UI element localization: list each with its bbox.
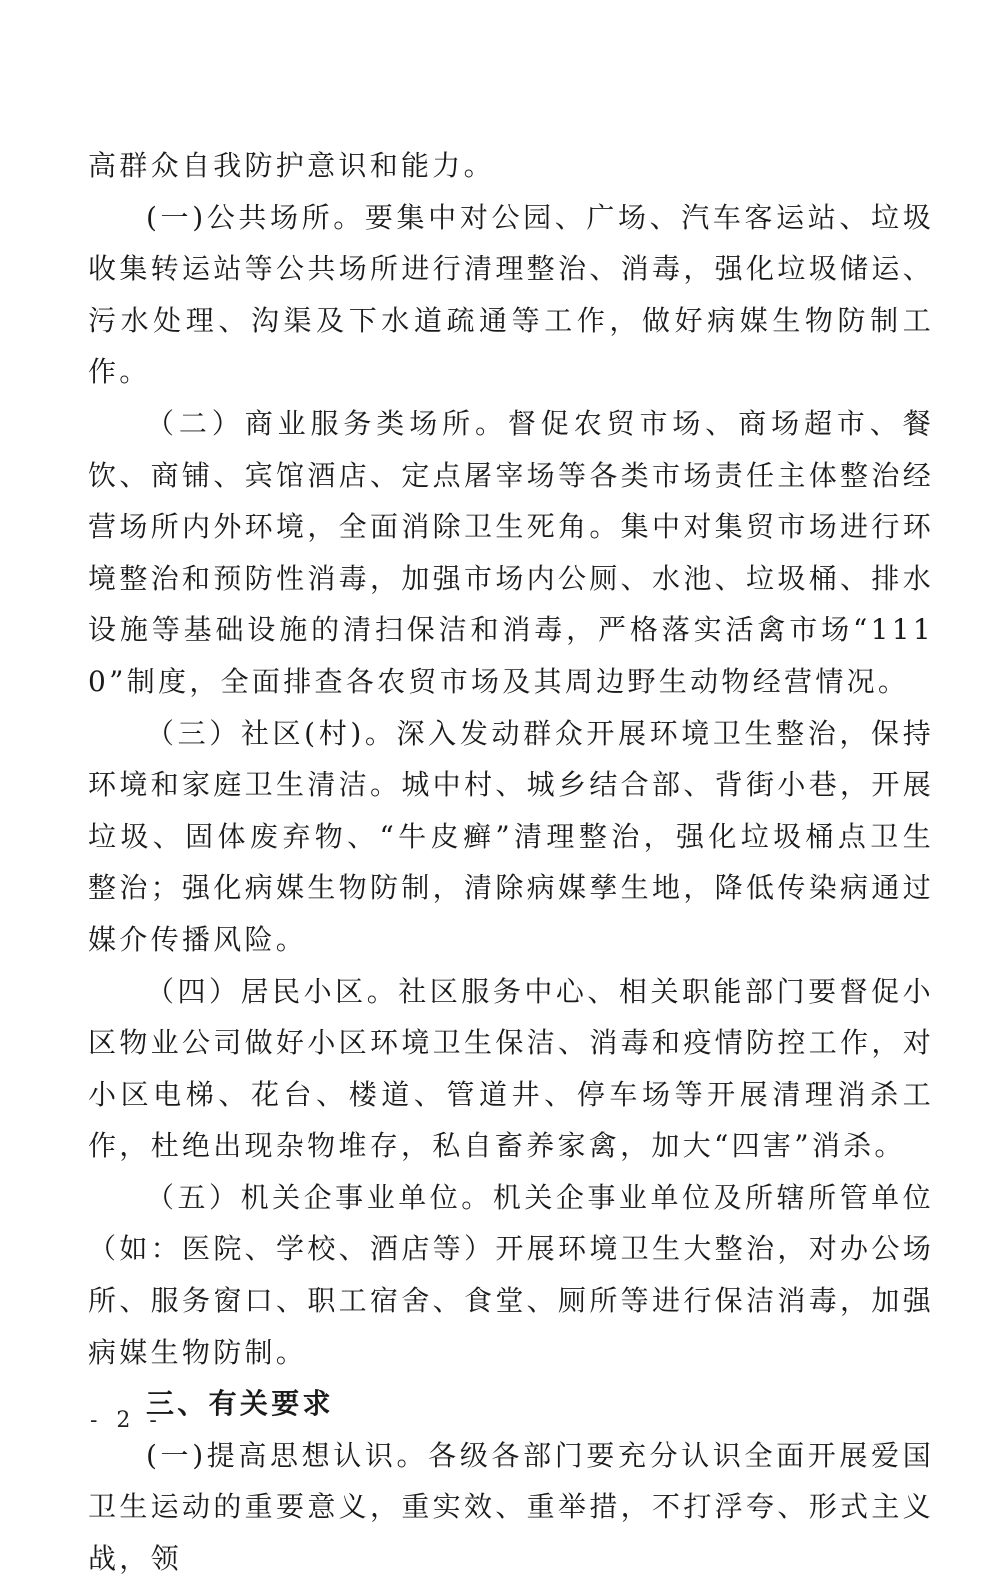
paragraph-continuation: 高群众自我防护意识和能力。 [88, 149, 495, 182]
paragraph-institutions: （五）机关企事业单位。机关企事业单位及所辖所管单位（如：医院、学校、酒店等）开展环境卫生大整治，对办公场所、服务窗口、职工宿舍、食堂、厕所等进行保洁消毒，加强病媒生物防制。 [88, 1180, 934, 1369]
paragraph-commercial-services: （二）商业服务类场所。督促农贸市场、商场超市、餐饮、商铺、宾馆酒店、定点屠宰场等各类市场责任主体整治经营场所内外环境，全面消除卫生死角。集中对集贸市场进行环境整治和预防性消毒，加强市场内公厕、水池、垃圾桶、排水设施等基础设施的清扫保洁和消毒，严格落实活禽市场“1110”制度，全面排查各农贸市场及其周边野生动物经营情况。 [88, 406, 934, 698]
paragraph-public-places: (一)公共场所。要集中对公园、广场、汽车客运站、垃圾收集转运站等公共场所进行清理整治、消毒，强化垃圾储运、污水处理、沟渠及下水道疏通等工作，做好病媒生物防制工作。 [88, 200, 934, 389]
paragraph-residential-communities: （四）居民小区。社区服务中心、相关职能部门要督促小区物业公司做好小区环境卫生保洁、消毒和疫情防控工作，对小区电梯、花台、楼道、管道井、停车场等开展清理消杀工作，杜绝出现杂物堆存，私自畜养家禽，加大“四害”消杀。 [88, 974, 934, 1163]
document-body [88, 140, 934, 1585]
section-heading: 三、有关要求 [146, 1387, 334, 1421]
paragraph-raise-awareness: (一)提高思想认识。各级各部门要充分认识全面开展爱国卫生运动的重要意义，重实效、重举措，不打浮夸、形式主义战，领 [88, 1438, 934, 1576]
page-number: - 2 - [90, 1408, 163, 1433]
paragraph-community-village: （三）社区(村)。深入发动群众开展环境卫生整治，保持环境和家庭卫生清洁。城中村、城乡结合部、背街小巷，开展垃圾、固体废弃物、“牛皮癣”清理整治，强化垃圾桶点卫生整治；强化病媒生物防制，清除病媒孳生地，降低传染病通过媒介传播风险。 [88, 716, 934, 956]
